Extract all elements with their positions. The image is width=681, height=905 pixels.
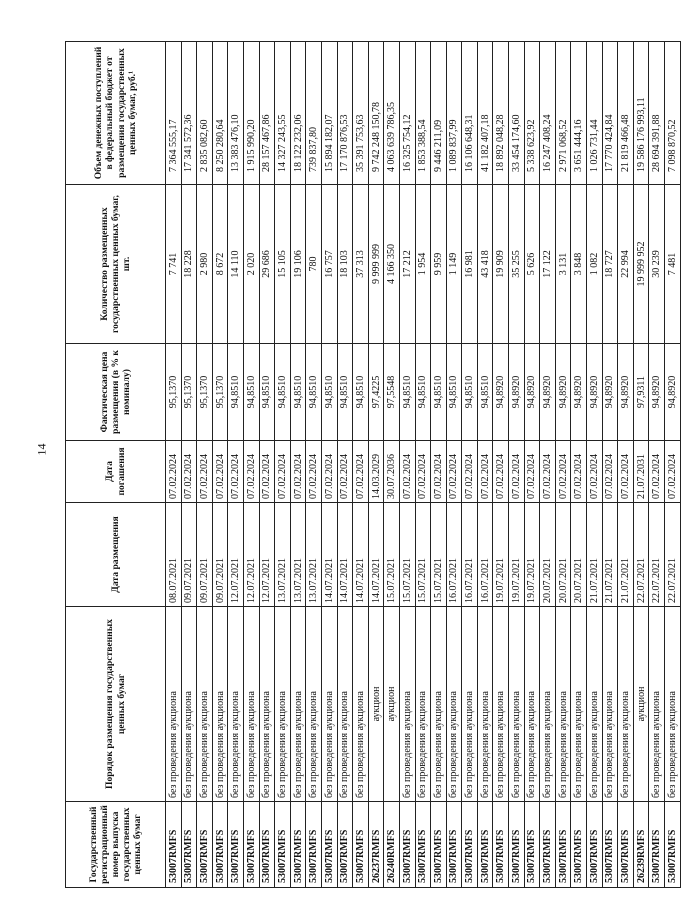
- placement-date-cell: 13.07.2021: [306, 503, 322, 607]
- placement-date-cell: 22.07.2021: [633, 503, 649, 607]
- quantity-cell: 22 994: [618, 185, 634, 344]
- placement-date-cell: 19.07.2021: [524, 503, 540, 607]
- table-row: [353, 42, 369, 888]
- price-cell: 94,8510: [477, 344, 493, 441]
- maturity-date-cell: 07.02.2024: [228, 441, 244, 503]
- quantity-cell: 17 122: [540, 185, 556, 344]
- maturity-date-cell: 07.02.2024: [446, 441, 462, 503]
- price-cell: 95,1370: [181, 344, 197, 441]
- price-cell: 95,1370: [197, 344, 213, 441]
- reg-number-cell: 53007RMFS: [228, 802, 244, 888]
- maturity-date-cell: 07.02.2024: [477, 441, 493, 503]
- table-row: [665, 42, 681, 888]
- quantity-cell: 35 255: [509, 185, 525, 344]
- table-row: [337, 42, 353, 888]
- quantity-cell: 9 999 999: [368, 185, 384, 344]
- table-row: [243, 42, 259, 888]
- placement-order-cell: без проведения аукциона: [587, 607, 603, 802]
- maturity-date-cell: 07.02.2024: [571, 441, 587, 503]
- reg-number-cell: 53007RMFS: [446, 802, 462, 888]
- maturity-date-cell: 30.07.2036: [384, 441, 400, 503]
- quantity-cell: 16 757: [321, 185, 337, 344]
- reg-number-cell: 53007RMFS: [524, 802, 540, 888]
- reg-number-cell: 53007RMFS: [259, 802, 275, 888]
- placement-date-cell: 15.07.2021: [415, 503, 431, 607]
- reg-number-cell: 53007RMFS: [290, 802, 306, 888]
- table-row: [181, 42, 197, 888]
- placement-order-cell: без проведения аукциона: [493, 607, 509, 802]
- price-cell: 94,8510: [275, 344, 291, 441]
- table-row: [462, 42, 478, 888]
- reg-number-cell: 53007RMFS: [649, 802, 665, 888]
- header-maturity-date: Дата погашения: [66, 441, 166, 503]
- table-row: [477, 42, 493, 888]
- quantity-cell: 7 481: [665, 185, 681, 344]
- quantity-cell: 780: [306, 185, 322, 344]
- proceeds-cell: 5 338 623,92: [524, 42, 540, 185]
- reg-number-cell: 53007RMFS: [212, 802, 228, 888]
- quantity-cell: 37 313: [353, 185, 369, 344]
- price-cell: 94,8920: [493, 344, 509, 441]
- maturity-date-cell: 07.02.2024: [587, 441, 603, 503]
- placement-date-cell: 14.07.2021: [368, 503, 384, 607]
- quantity-cell: 18 103: [337, 185, 353, 344]
- table-row: [368, 42, 384, 888]
- maturity-date-cell: 07.02.2024: [259, 441, 275, 503]
- proceeds-cell: 1 026 731,44: [587, 42, 603, 185]
- reg-number-cell: 53007RMFS: [181, 802, 197, 888]
- reg-number-cell: 53007RMFS: [166, 802, 182, 888]
- placement-date-cell: 08.07.2021: [166, 503, 182, 607]
- placement-order-cell: без проведения аукциона: [540, 607, 556, 802]
- reg-number-cell: 53007RMFS: [509, 802, 525, 888]
- price-cell: 94,8510: [415, 344, 431, 441]
- quantity-cell: 8 672: [212, 185, 228, 344]
- maturity-date-cell: 07.02.2024: [181, 441, 197, 503]
- quantity-cell: 1 954: [415, 185, 431, 344]
- proceeds-cell: 13 383 476,10: [228, 42, 244, 185]
- reg-number-cell: 53007RMFS: [337, 802, 353, 888]
- placement-date-cell: 21.07.2021: [587, 503, 603, 607]
- reg-number-cell: 53007RMFS: [602, 802, 618, 888]
- table-body: [166, 42, 681, 888]
- placement-order-cell: без проведения аукциона: [431, 607, 447, 802]
- table-row: [618, 42, 634, 888]
- quantity-cell: 1 149: [446, 185, 462, 344]
- reg-number-cell: 26240RMFS: [384, 802, 400, 888]
- quantity-cell: 29 686: [259, 185, 275, 344]
- proceeds-cell: 17 770 424,84: [602, 42, 618, 185]
- price-cell: 94,8510: [353, 344, 369, 441]
- table-row: [166, 42, 182, 888]
- maturity-date-cell: 07.02.2024: [399, 441, 415, 503]
- placement-order-cell: без проведения аукциона: [477, 607, 493, 802]
- price-cell: 94,8510: [321, 344, 337, 441]
- proceeds-cell: 2 971 068,52: [555, 42, 571, 185]
- table-row: [228, 42, 244, 888]
- proceeds-cell: 8 250 280,64: [212, 42, 228, 185]
- table-row: [509, 42, 525, 888]
- price-cell: 94,8920: [571, 344, 587, 441]
- placement-order-cell: без проведения аукциона: [571, 607, 587, 802]
- table-row: [321, 42, 337, 888]
- price-cell: 94,8510: [446, 344, 462, 441]
- placement-date-cell: 14.07.2021: [321, 503, 337, 607]
- placement-date-cell: 15.07.2021: [399, 503, 415, 607]
- placement-date-cell: 19.07.2021: [509, 503, 525, 607]
- price-cell: 94,8510: [431, 344, 447, 441]
- table-row: [633, 42, 649, 888]
- table-row: [493, 42, 509, 888]
- proceeds-cell: 739 837,80: [306, 42, 322, 185]
- table-row: [384, 42, 400, 888]
- placement-date-cell: 20.07.2021: [540, 503, 556, 607]
- table-row: [212, 42, 228, 888]
- table-row: [524, 42, 540, 888]
- placement-order-cell: без проведения аукциона: [509, 607, 525, 802]
- reg-number-cell: 26239RMFS: [633, 802, 649, 888]
- quantity-cell: 30 239: [649, 185, 665, 344]
- proceeds-cell: 35 391 753,63: [353, 42, 369, 185]
- proceeds-cell: 16 247 408,24: [540, 42, 556, 185]
- quantity-cell: 7 741: [166, 185, 182, 344]
- reg-number-cell: 53007RMFS: [493, 802, 509, 888]
- placement-date-cell: 14.07.2021: [353, 503, 369, 607]
- placement-order-cell: без проведения аукциона: [166, 607, 182, 802]
- placement-date-cell: 14.07.2021: [337, 503, 353, 607]
- table-row: [259, 42, 275, 888]
- price-cell: 94,8920: [524, 344, 540, 441]
- placement-date-cell: 13.07.2021: [275, 503, 291, 607]
- maturity-date-cell: 07.02.2024: [290, 441, 306, 503]
- table-row: [649, 42, 665, 888]
- page-number: 14: [34, 443, 49, 456]
- proceeds-cell: 17 170 876,53: [337, 42, 353, 185]
- placement-order-cell: аукцион: [368, 607, 384, 802]
- table-row: [571, 42, 587, 888]
- quantity-cell: 43 418: [477, 185, 493, 344]
- placement-date-cell: 20.07.2021: [555, 503, 571, 607]
- placement-order-cell: аукцион: [384, 607, 400, 802]
- proceeds-cell: 1 089 837,99: [446, 42, 462, 185]
- table-row: [446, 42, 462, 888]
- price-cell: 94,8510: [462, 344, 478, 441]
- proceeds-cell: 9 742 248 150,78: [368, 42, 384, 185]
- maturity-date-cell: 21.07.2031: [633, 441, 649, 503]
- placement-order-cell: без проведения аукциона: [243, 607, 259, 802]
- maturity-date-cell: 07.02.2024: [649, 441, 665, 503]
- placement-order-cell: без проведения аукциона: [290, 607, 306, 802]
- reg-number-cell: 53007RMFS: [571, 802, 587, 888]
- placement-date-cell: 16.07.2021: [462, 503, 478, 607]
- placement-date-cell: 09.07.2021: [181, 503, 197, 607]
- reg-number-cell: 53007RMFS: [477, 802, 493, 888]
- maturity-date-cell: 07.02.2024: [243, 441, 259, 503]
- price-cell: 94,8920: [509, 344, 525, 441]
- placement-date-cell: 16.07.2021: [446, 503, 462, 607]
- reg-number-cell: 53007RMFS: [618, 802, 634, 888]
- quantity-cell: 2 980: [197, 185, 213, 344]
- price-cell: 94,8920: [665, 344, 681, 441]
- maturity-date-cell: 07.02.2024: [540, 441, 556, 503]
- proceeds-cell: 1 853 388,54: [415, 42, 431, 185]
- maturity-date-cell: 07.02.2024: [306, 441, 322, 503]
- quantity-cell: 19 909: [493, 185, 509, 344]
- placement-order-cell: без проведения аукциона: [618, 607, 634, 802]
- placement-order-cell: без проведения аукциона: [228, 607, 244, 802]
- quantity-cell: 14 110: [228, 185, 244, 344]
- placement-date-cell: 22.07.2021: [649, 503, 665, 607]
- price-cell: 97,9311: [633, 344, 649, 441]
- placement-order-cell: без проведения аукциона: [353, 607, 369, 802]
- placement-date-cell: 20.07.2021: [571, 503, 587, 607]
- proceeds-cell: 41 182 407,18: [477, 42, 493, 185]
- table-row: [587, 42, 603, 888]
- quantity-cell: 9 959: [431, 185, 447, 344]
- header-price: Фактическая цена размещения (в % к номиналу): [66, 344, 166, 441]
- proceeds-cell: 33 454 174,60: [509, 42, 525, 185]
- placement-date-cell: 12.07.2021: [243, 503, 259, 607]
- placement-order-cell: без проведения аукциона: [212, 607, 228, 802]
- reg-number-cell: 53007RMFS: [243, 802, 259, 888]
- table-row: [431, 42, 447, 888]
- maturity-date-cell: 07.02.2024: [618, 441, 634, 503]
- quantity-cell: 18 228: [181, 185, 197, 344]
- maturity-date-cell: 07.02.2024: [602, 441, 618, 503]
- maturity-date-cell: 07.02.2024: [524, 441, 540, 503]
- quantity-cell: 18 727: [602, 185, 618, 344]
- price-cell: 94,8920: [618, 344, 634, 441]
- quantity-cell: 16 981: [462, 185, 478, 344]
- header-row: [66, 42, 166, 888]
- placement-date-cell: 09.07.2021: [197, 503, 213, 607]
- maturity-date-cell: 07.02.2024: [493, 441, 509, 503]
- placement-order-cell: без проведения аукциона: [259, 607, 275, 802]
- quantity-cell: 15 105: [275, 185, 291, 344]
- maturity-date-cell: 07.02.2024: [509, 441, 525, 503]
- placement-order-cell: без проведения аукциона: [415, 607, 431, 802]
- placement-date-cell: 16.07.2021: [477, 503, 493, 607]
- header-proceeds: Объем денежных поступлений в федеральный бюджет от размещения государственных ценных бумаг, руб.¹: [66, 42, 166, 185]
- placement-order-cell: без проведения аукциона: [462, 607, 478, 802]
- proceeds-cell: 19 586 176 993,11: [633, 42, 649, 185]
- price-cell: 94,8920: [555, 344, 571, 441]
- placement-order-cell: аукцион: [633, 607, 649, 802]
- reg-number-cell: 53007RMFS: [415, 802, 431, 888]
- placement-date-cell: 13.07.2021: [290, 503, 306, 607]
- maturity-date-cell: 07.02.2024: [555, 441, 571, 503]
- placement-date-cell: 22.07.2021: [665, 503, 681, 607]
- table-row: [290, 42, 306, 888]
- header-placement-date: Дата размещения: [66, 503, 166, 607]
- reg-number-cell: 53007RMFS: [275, 802, 291, 888]
- table-row: [399, 42, 415, 888]
- reg-number-cell: 53007RMFS: [197, 802, 213, 888]
- reg-number-cell: 53007RMFS: [431, 802, 447, 888]
- quantity-cell: 1 082: [587, 185, 603, 344]
- proceeds-cell: 15 894 182,07: [321, 42, 337, 185]
- price-cell: 94,8510: [399, 344, 415, 441]
- quantity-cell: 3 848: [571, 185, 587, 344]
- reg-number-cell: 53007RMFS: [353, 802, 369, 888]
- proceeds-cell: 14 327 243,55: [275, 42, 291, 185]
- placement-date-cell: 21.07.2021: [618, 503, 634, 607]
- placement-order-cell: без проведения аукциона: [602, 607, 618, 802]
- reg-number-cell: 53007RMFS: [555, 802, 571, 888]
- proceeds-cell: 28 157 467,86: [259, 42, 275, 185]
- proceeds-cell: 18 892 048,28: [493, 42, 509, 185]
- placement-order-cell: без проведения аукциона: [665, 607, 681, 802]
- rotated-table-wrapper: [65, 42, 678, 888]
- maturity-date-cell: 07.02.2024: [462, 441, 478, 503]
- proceeds-cell: 2 835 082,60: [197, 42, 213, 185]
- placement-order-cell: без проведения аукциона: [321, 607, 337, 802]
- quantity-cell: 19 106: [290, 185, 306, 344]
- placement-order-cell: без проведения аукциона: [197, 607, 213, 802]
- maturity-date-cell: 07.02.2024: [275, 441, 291, 503]
- maturity-date-cell: 07.02.2024: [197, 441, 213, 503]
- proceeds-cell: 28 694 391,88: [649, 42, 665, 185]
- placement-order-cell: без проведения аукциона: [649, 607, 665, 802]
- proceeds-cell: 21 819 466,48: [618, 42, 634, 185]
- table-row: [415, 42, 431, 888]
- placement-order-cell: без проведения аукциона: [555, 607, 571, 802]
- reg-number-cell: 53007RMFS: [665, 802, 681, 888]
- reg-number-cell: 53007RMFS: [462, 802, 478, 888]
- placement-date-cell: 19.07.2021: [493, 503, 509, 607]
- maturity-date-cell: 07.02.2024: [321, 441, 337, 503]
- quantity-cell: 2 020: [243, 185, 259, 344]
- reg-number-cell: 26237RMFS: [368, 802, 384, 888]
- placement-date-cell: 21.07.2021: [602, 503, 618, 607]
- price-cell: 95,1370: [166, 344, 182, 441]
- price-cell: 94,8510: [290, 344, 306, 441]
- price-cell: 94,8510: [337, 344, 353, 441]
- price-cell: 94,8920: [602, 344, 618, 441]
- price-cell: 97,4225: [368, 344, 384, 441]
- proceeds-cell: 7 098 870,52: [665, 42, 681, 185]
- proceeds-cell: 18 122 232,06: [290, 42, 306, 185]
- proceeds-cell: 16 325 754,12: [399, 42, 415, 185]
- placement-date-cell: 15.07.2021: [431, 503, 447, 607]
- price-cell: 94,8920: [649, 344, 665, 441]
- maturity-date-cell: 07.02.2024: [166, 441, 182, 503]
- quantity-cell: 3 131: [555, 185, 571, 344]
- maturity-date-cell: 07.02.2024: [665, 441, 681, 503]
- header-placement-order: Порядок размещения государственных ценных бумаг: [66, 607, 166, 802]
- proceeds-cell: 17 341 572,36: [181, 42, 197, 185]
- reg-number-cell: 53007RMFS: [399, 802, 415, 888]
- proceeds-cell: 7 364 555,17: [166, 42, 182, 185]
- table-row: [540, 42, 556, 888]
- table-row: [555, 42, 571, 888]
- maturity-date-cell: 07.02.2024: [212, 441, 228, 503]
- proceeds-cell: 1 915 990,20: [243, 42, 259, 185]
- placement-order-cell: без проведения аукциона: [306, 607, 322, 802]
- placement-order-cell: без проведения аукциона: [399, 607, 415, 802]
- price-cell: 94,8920: [587, 344, 603, 441]
- table-row: [275, 42, 291, 888]
- reg-number-cell: 53007RMFS: [587, 802, 603, 888]
- header-quantity: Количество размещенных государственных ценных бумаг, шт.: [66, 185, 166, 344]
- proceeds-cell: 16 106 648,31: [462, 42, 478, 185]
- placement-date-cell: 12.07.2021: [259, 503, 275, 607]
- placement-order-cell: без проведения аукциона: [337, 607, 353, 802]
- placement-order-cell: без проведения аукциона: [181, 607, 197, 802]
- header-reg-number: Государственный регистрационный номер выпуска государственных ценных бумаг: [66, 802, 166, 888]
- price-cell: 97,5548: [384, 344, 400, 441]
- price-cell: 95,1370: [212, 344, 228, 441]
- proceeds-cell: 3 651 444,16: [571, 42, 587, 185]
- price-cell: 94,8920: [540, 344, 556, 441]
- proceeds-cell: 9 446 211,09: [431, 42, 447, 185]
- reg-number-cell: 53007RMFS: [321, 802, 337, 888]
- quantity-cell: 5 626: [524, 185, 540, 344]
- reg-number-cell: 53007RMFS: [540, 802, 556, 888]
- maturity-date-cell: 07.02.2024: [353, 441, 369, 503]
- price-cell: 94,8510: [243, 344, 259, 441]
- reg-number-cell: 53007RMFS: [306, 802, 322, 888]
- placement-order-cell: без проведения аукциона: [524, 607, 540, 802]
- proceeds-cell: 4 063 639 786,35: [384, 42, 400, 185]
- table-row: [306, 42, 322, 888]
- placement-order-cell: без проведения аукциона: [275, 607, 291, 802]
- quantity-cell: 4 166 350: [384, 185, 400, 344]
- maturity-date-cell: 14.03.2029: [368, 441, 384, 503]
- quantity-cell: 19 999 952: [633, 185, 649, 344]
- price-cell: 94,8510: [228, 344, 244, 441]
- table-row: [197, 42, 213, 888]
- table-row: [602, 42, 618, 888]
- maturity-date-cell: 07.02.2024: [337, 441, 353, 503]
- quantity-cell: 17 212: [399, 185, 415, 344]
- price-cell: 94,8510: [306, 344, 322, 441]
- maturity-date-cell: 07.02.2024: [415, 441, 431, 503]
- placement-date-cell: 15.07.2021: [384, 503, 400, 607]
- price-cell: 94,8510: [259, 344, 275, 441]
- placement-date-cell: 09.07.2021: [212, 503, 228, 607]
- securities-table: [65, 41, 681, 888]
- placement-date-cell: 12.07.2021: [228, 503, 244, 607]
- maturity-date-cell: 07.02.2024: [431, 441, 447, 503]
- placement-order-cell: без проведения аукциона: [446, 607, 462, 802]
